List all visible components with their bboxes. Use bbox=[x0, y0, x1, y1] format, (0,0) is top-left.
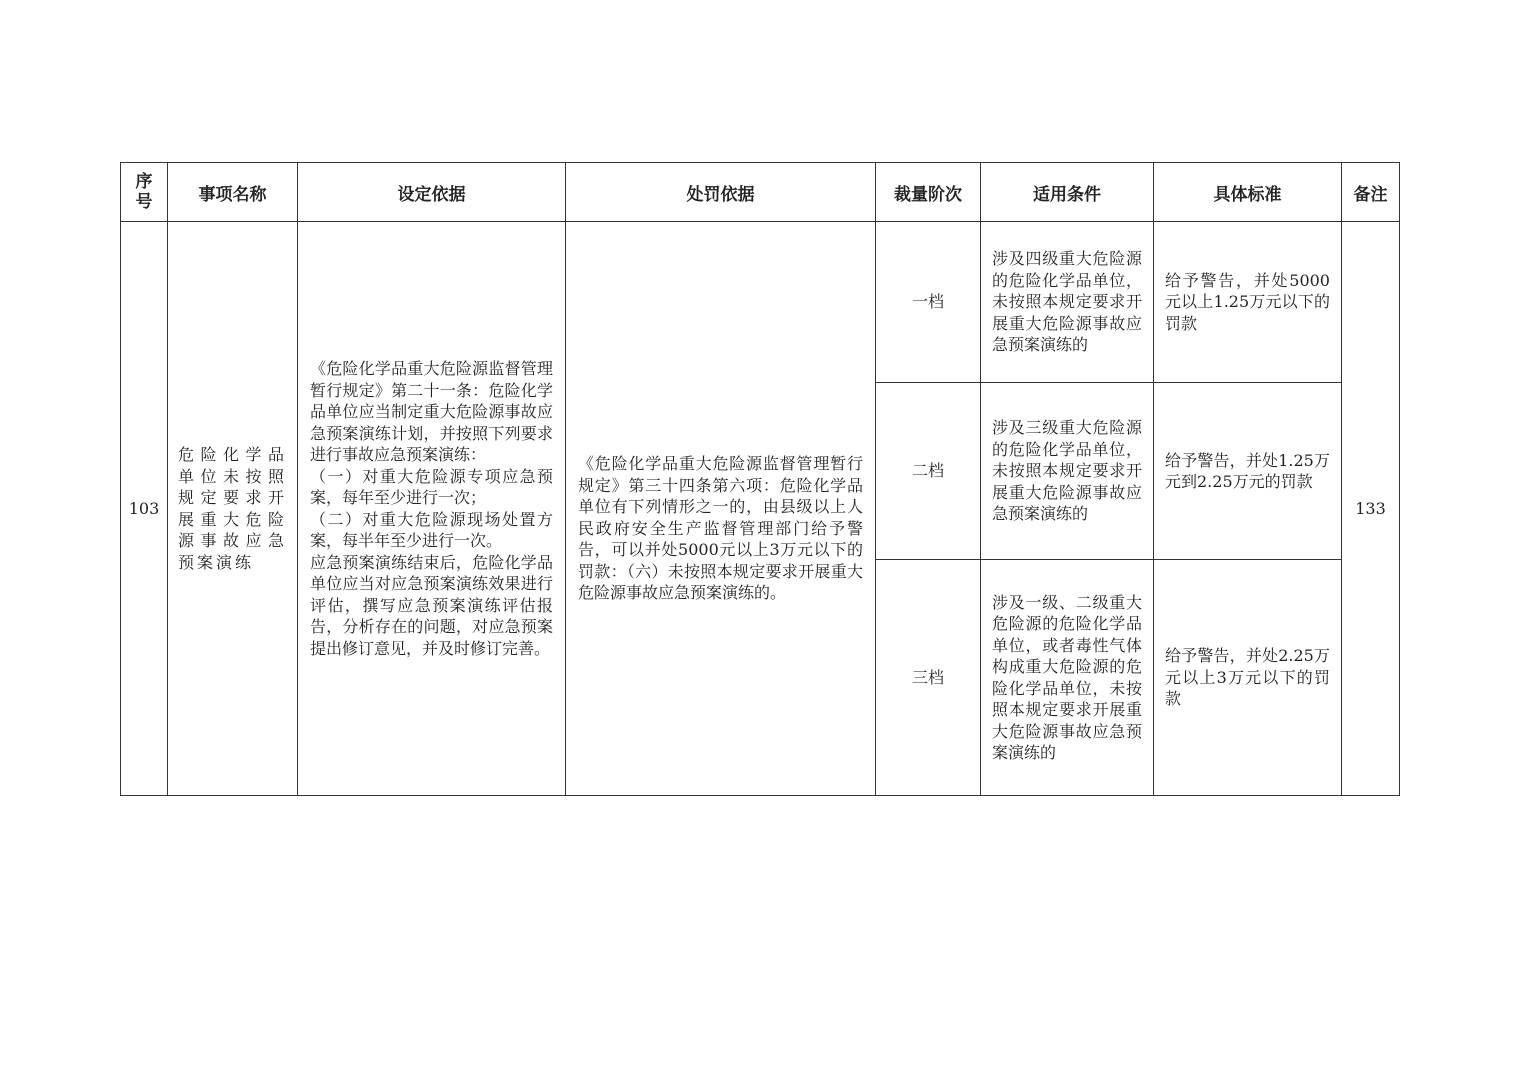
cell-setting-basis bbox=[298, 222, 566, 796]
cell-level-2: 二档 bbox=[876, 383, 981, 560]
header-remark: 备注 bbox=[1342, 163, 1400, 222]
setting-basis-text: 《危险化学品重大危险源监督管理暂行规定》第二十一条：危险化学品单位应当制定重大危险源事故应急预案演练计划，并按照下列要求进行事故应急预案演练： （一）对重大危险源专项应急预案，每年至少进行一次； （二）对重大危险源现场处置方案，每半年至少进行一次。 应急预案演练结束后，危险化学品单位应当对应急预案演练效果进行评估，撰写应急预案演练评估报告，分析存在的问题，对应急预案提出修订意见，并及时修订完善。 bbox=[310, 359, 553, 658]
cell-standard-3: 给予警告，并处2.25万元以上3万元以下的罚款 bbox=[1154, 560, 1342, 796]
cell-level-3: 三档 bbox=[876, 560, 981, 796]
cell-penalty-basis: 《危险化学品重大危险源监督管理暂行规定》第三十四条第六项：危险化学品单位有下列情形之一的，由县级以上人民政府安全生产监督管理部门给予警告，可以并处5000元以上3万元以下的罚款：（六）未按照本规定要求开展重大危险源事故应急预案演练的。 bbox=[566, 222, 876, 796]
penalty-table bbox=[120, 162, 1400, 796]
cell-seq: 103 bbox=[121, 222, 168, 796]
cell-item-name: 危险化学品单位未按照规定要求开展重大危险源事故应急预案演练 bbox=[168, 222, 298, 796]
cell-condition-3: 涉及一级、二级重大危险源的危险化学品单位，或者毒性气体构成重大危险源的危险化学品单位，未按照本规定要求开展重大危险源事故应急预案演练的 bbox=[981, 560, 1154, 796]
cell-condition-2: 涉及三级重大危险源的危险化学品单位，未按照本规定要求开展重大危险源事故应急预案演练的 bbox=[981, 383, 1154, 560]
header-seq bbox=[121, 163, 168, 222]
header-seq-text: 序号 bbox=[135, 172, 153, 212]
table-row bbox=[121, 222, 1400, 383]
header-basis: 设定依据 bbox=[298, 163, 566, 222]
cell-remark: 133 bbox=[1342, 222, 1400, 796]
header-penalty-basis: 处罚依据 bbox=[566, 163, 876, 222]
header-condition: 适用条件 bbox=[981, 163, 1154, 222]
header-level: 裁量阶次 bbox=[876, 163, 981, 222]
header-name: 事项名称 bbox=[168, 163, 298, 222]
cell-standard-2: 给予警告，并处1.25万元到2.25万元的罚款 bbox=[1154, 383, 1342, 560]
header-standard: 具体标准 bbox=[1154, 163, 1342, 222]
cell-condition-1: 涉及四级重大危险源的危险化学品单位，未按照本规定要求开展重大危险源事故应急预案演练的 bbox=[981, 222, 1154, 383]
header-row bbox=[121, 163, 1400, 222]
cell-level-1: 一档 bbox=[876, 222, 981, 383]
cell-standard-1: 给予警告，并处5000元以上1.25万元以下的罚款 bbox=[1154, 222, 1342, 383]
